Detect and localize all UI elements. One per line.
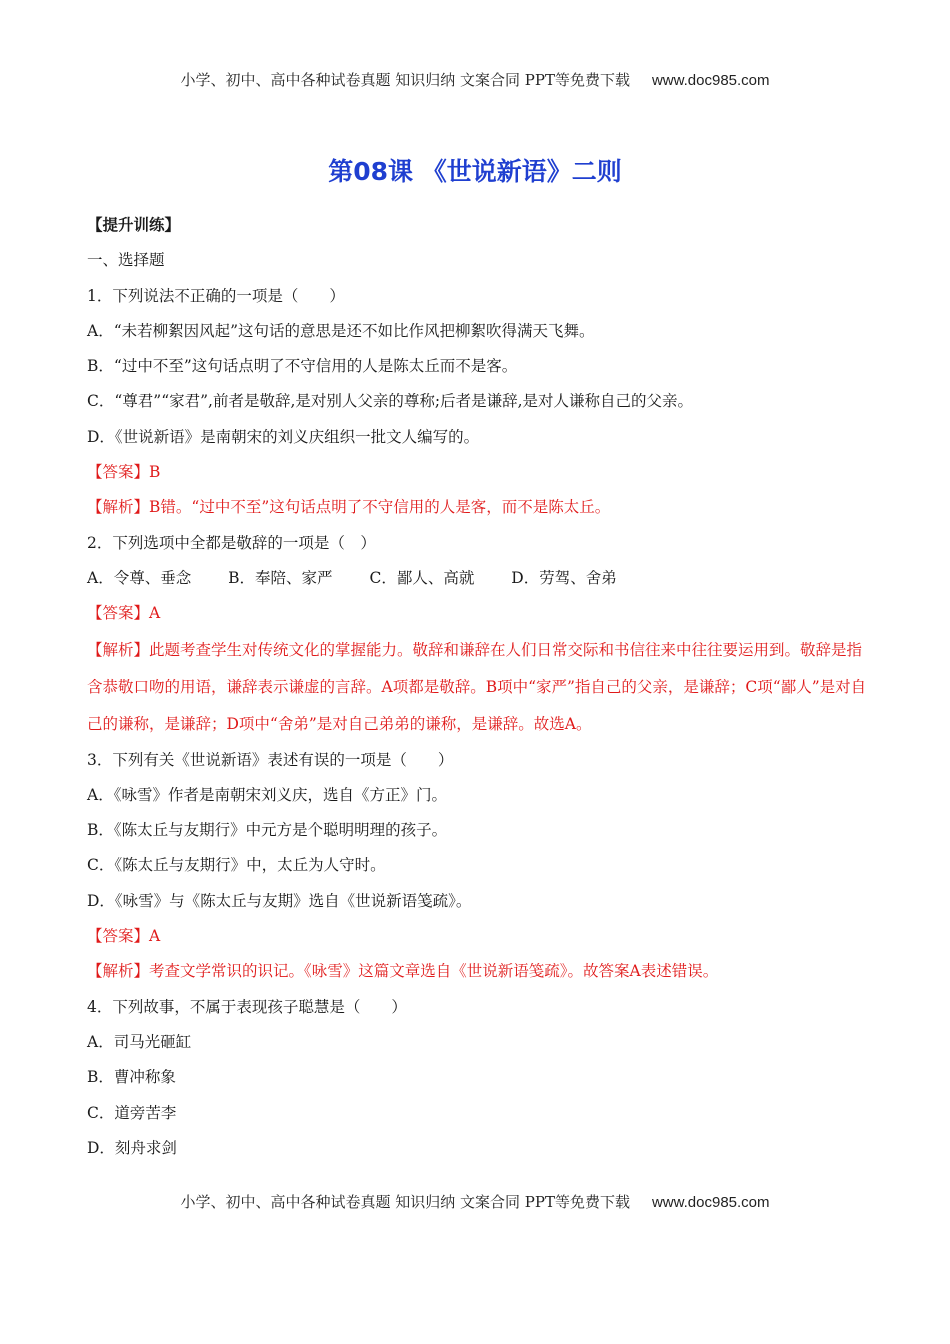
header-text: 小学、初中、高中各种试卷真题 知识归纳 文案合同 PPT等免费下载 [180, 71, 630, 89]
q3-option-a: A．《咏雪》作者是南朝宋刘义庆，选自《方正》门。 [87, 785, 447, 804]
header-url[interactable]: www.doc985.com [651, 72, 770, 89]
q1-option-a: A．“未若柳絮因风起”这句话的意思是还不如比作风把柳絮吹得满天飞舞。 [87, 321, 595, 340]
q2-option-a: A．令尊、垂念 [87, 568, 192, 587]
q3-answer: 【答案】A [87, 927, 161, 946]
page-footer [0, 1191, 950, 1212]
q4-option-a: A．司马光砸缸 [87, 1032, 192, 1051]
q2-stem: 2．下列选项中全都是敬辞的一项是（ ） [87, 533, 376, 552]
q3-stem: 3．下列有关《世说新语》表述有误的一项是（ ） [87, 750, 454, 769]
q3-analysis: 【解析】考查文学常识的识记。《咏雪》这篇文章选自《世说新语笺疏》。故答案A表述错误。 [87, 962, 719, 981]
q4-option-c: C．道旁苦李 [87, 1103, 177, 1122]
q1-option-b: B．“过中不至”这句话点明了不守信用的人是陈太丘而不是客。 [87, 357, 518, 376]
q1-answer: 【答案】B [87, 463, 161, 482]
footer-url[interactable]: www.doc985.com [651, 1194, 770, 1211]
q3-option-b: B．《陈太丘与友期行》中元方是个聪明明理的孩子。 [87, 821, 448, 840]
q4-option-b: B．曹冲称象 [87, 1068, 176, 1087]
q2-option-b: B．奉陪、家严 [228, 568, 333, 587]
q2-answer: 【答案】A [87, 604, 161, 623]
section-heading: 【提升训练】 [87, 216, 181, 234]
page-header [0, 69, 950, 90]
q2-analysis: 【解析】此题考查学生对传统文化的掌握能力。敬辞和谦辞在人们日常交际和书信往来中往往要运用到。敬辞是指含恭敬口吻的用语，谦辞表示谦虚的言辞。A项都是敬辞。B项中“家严”指自己的父亲，是谦辞；C项“鄙人”是对自己的谦称，是谦辞；D项中“舍弟”是对自己弟弟的谦称，是谦辞。故选A。 [87, 640, 867, 733]
q2-option-d: D．劳驾、舍弟 [511, 568, 617, 587]
q4-option-d: D．刻舟求剑 [87, 1138, 177, 1157]
q3-option-d: D．《咏雪》与《陈太丘与友期》选自《世说新语笺疏》。 [87, 891, 472, 910]
document-body [87, 208, 867, 1166]
q2-option-c: C．鄙人、高就 [369, 568, 475, 587]
page-title: 第08课 《世说新语》二则 [328, 157, 622, 186]
q3-option-c: C．《陈太丘与友期行》中，太丘为人守时。 [87, 856, 386, 875]
q1-analysis: 【解析】B错。“过中不至”这句话点明了不守信用的人是客，而不是陈太丘。 [87, 498, 611, 517]
footer-text: 小学、初中、高中各种试卷真题 知识归纳 文案合同 PPT等免费下载 [180, 1193, 630, 1211]
q2-options [87, 561, 867, 596]
q4-stem: 4．下列故事，不属于表现孩子聪慧是（ ） [87, 997, 407, 1016]
q1-stem: 1．下列说法不正确的一项是（ ） [87, 286, 345, 305]
q1-option-c: C．“尊君”“家君”,前者是敬辞,是对别人父亲的尊称;后者是谦辞,是对人谦称自己的父亲。 [87, 392, 694, 411]
q1-option-d: D．《世说新语》是南朝宋的刘义庆组织一批文人编写的。 [87, 427, 480, 446]
subsection-heading: 一、选择题 [87, 251, 165, 270]
